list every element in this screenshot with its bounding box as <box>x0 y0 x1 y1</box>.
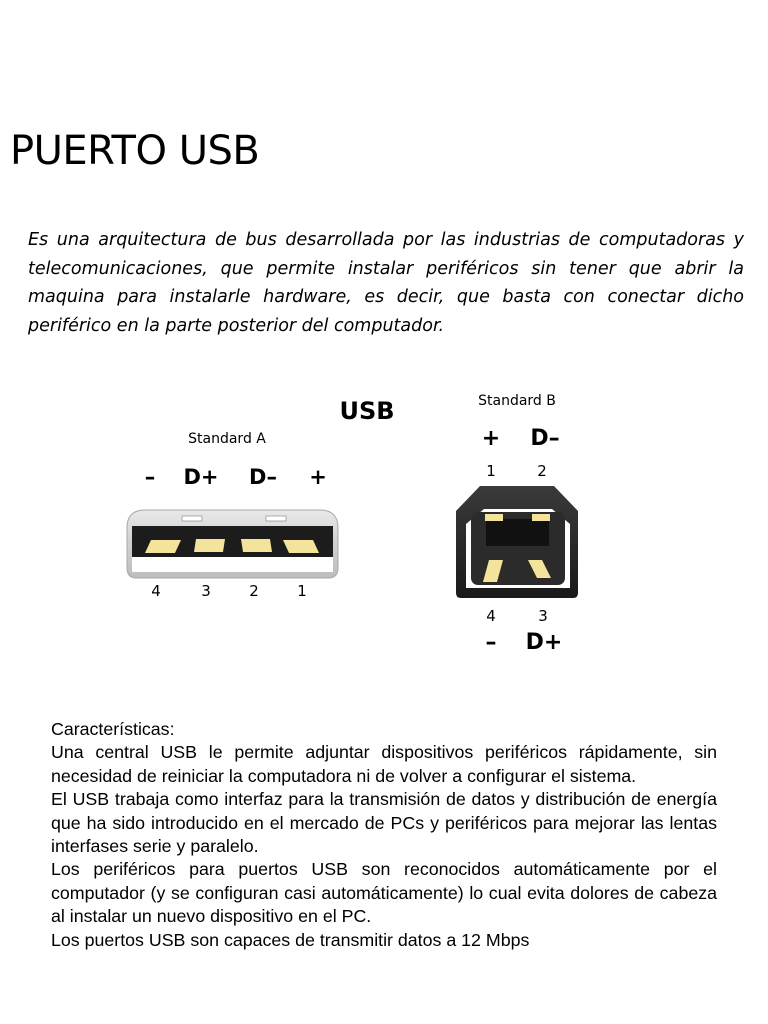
standard-a-signal-4: – <box>144 465 156 489</box>
usb-connector-diagram <box>0 380 768 670</box>
feature-item: Los puertos USB son capaces de transmitir datos a 12 Mbps <box>51 929 530 950</box>
features-section <box>51 718 717 952</box>
diagram-title: USB <box>339 397 395 425</box>
standard-b-contact-1 <box>485 514 503 521</box>
feature-item: Los periféricos para puertos USB son reconocidos automáticamente por el computador (y se configuran casi automáticamente) lo cual evita dolores de cabeza al instalar un nuevo dispositivo en el PC. <box>51 859 717 927</box>
standard-b-signal-3: D+ <box>525 630 563 655</box>
standard-a-contact-1 <box>283 540 319 553</box>
features-heading: Características: <box>51 719 175 739</box>
feature-item: El USB trabaja como interfaz para la transmisión de datos y distribución de energía que ha sido introducido en el mercado de PCs y periféricos para mejorar las lentas interfases serie y paralelo. <box>51 789 717 857</box>
standard-a-pin-1: 1 <box>297 582 307 600</box>
standard-b-pin-1: 1 <box>486 462 496 480</box>
standard-b-pin-3: 3 <box>538 607 548 625</box>
standard-b-pin-2: 2 <box>537 462 547 480</box>
standard-b-label: Standard B <box>478 393 556 409</box>
standard-b-port <box>456 486 578 598</box>
standard-a-pin-2: 2 <box>249 582 259 600</box>
standard-b-bottom-signal-labels <box>486 630 563 655</box>
standard-b-top-signal-labels <box>482 426 560 451</box>
standard-a-pin-3: 3 <box>201 582 211 600</box>
standard-a-plug <box>127 510 338 578</box>
standard-b-signal-4: – <box>485 630 497 655</box>
standard-a-signal-3: D+ <box>183 465 219 489</box>
intro-paragraph: Es una arquitectura de bus desarrollada por las industrias de computadoras y telecomunicaciones, que permite instalar periféricos sin tener que abrir la maquina para instalarle hardware, es decir, que basta con conectar dicho periférico en la parte posterior del computador. <box>28 230 744 336</box>
standard-a-label: Standard A <box>188 431 266 447</box>
standard-a-pin-numbers <box>151 582 307 600</box>
standard-b-signal-1: + <box>481 426 501 451</box>
standard-b-pin-4: 4 <box>486 607 496 625</box>
standard-a-signal-2: D– <box>249 465 277 489</box>
standard-a-signal-1: + <box>309 465 327 489</box>
feature-item: Una central USB le permite adjuntar dispositivos periféricos rápidamente, sin necesidad de reiniciar la computadora ni de volver a configurar el sistema. <box>51 742 717 786</box>
standard-a-contact-3 <box>194 539 225 552</box>
standard-a-pin-4: 4 <box>151 582 161 600</box>
slide-title: PUERTO USB <box>10 128 260 174</box>
standard-a-signal-labels <box>145 465 327 489</box>
standard-a-contact-4 <box>145 540 181 553</box>
standard-b-bottom-pin-numbers <box>486 607 548 625</box>
standard-b-signal-2: D– <box>530 426 560 451</box>
standard-b-top-pin-numbers <box>486 462 547 480</box>
standard-b-contact-2 <box>532 514 550 521</box>
standard-a-contact-2 <box>241 539 272 552</box>
